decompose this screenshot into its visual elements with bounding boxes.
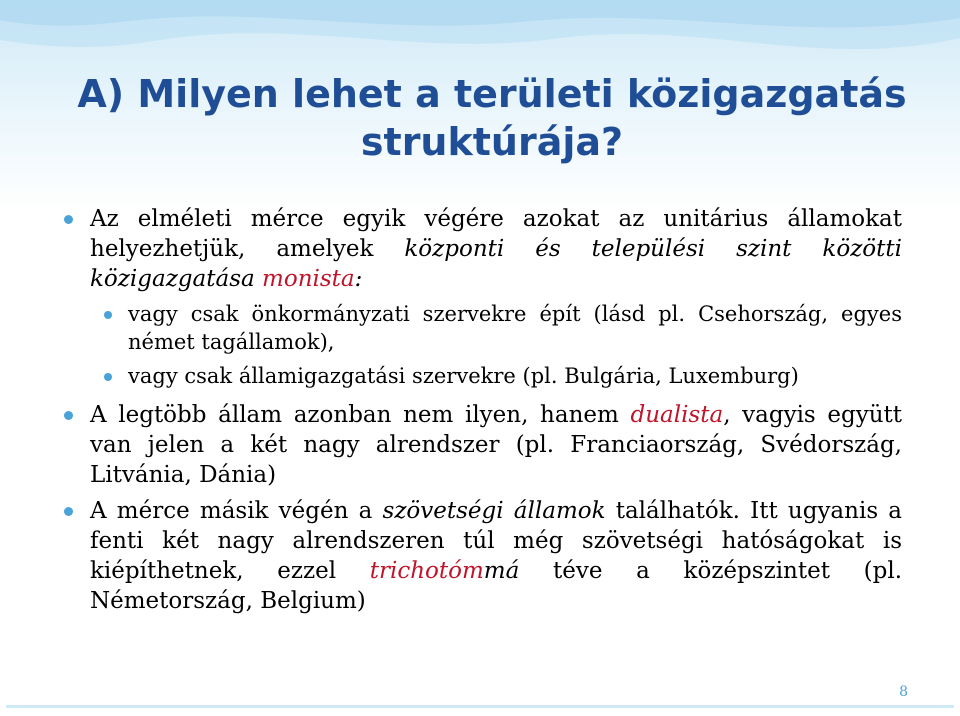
bullet-text-italic: : — [354, 266, 363, 292]
bullet-text-italic: központi és települési szint közötti közigazgatása — [90, 236, 902, 292]
slide-content — [64, 204, 902, 616]
page-number: 8 — [899, 684, 908, 700]
term-monista: monista — [262, 266, 355, 292]
bullet-text: vagy csak önkormányzati szervekre épít (lásd pl. Csehország, egyes német tagállamok), — [128, 302, 902, 354]
sub-bullet-state-administration — [102, 362, 902, 390]
sub-bullet-self-government — [102, 300, 902, 356]
bullet-text-italic: szövetségi államok — [382, 498, 606, 524]
bottom-divider — [6, 705, 954, 708]
bullet-text: téve a középszintet (pl. Németország, Belgium) — [90, 558, 902, 614]
slide-title: A) Milyen lehet a területi közigazgatás struktúrája? — [77, 72, 907, 164]
bullet-text: , vagyis együtt van jelen a két nagy alrendszer (pl. Franciaország, Svédország, Litvánia, Dánia) — [90, 402, 902, 488]
bullet-text: Az elméleti mérce egyik végére azokat az unitárius államokat helyezhetjük, amelyek — [90, 206, 902, 262]
bullet-federal — [64, 496, 902, 616]
bullet-unitary — [64, 204, 902, 294]
bullet-text: találhatók. Itt ugyanis a fenti két nagy alrendszeren túl még szövetségi hatóságokat is kiépíthetnek, ezzel — [90, 498, 903, 584]
bullet-text: vagy csak államigazgatási szervekre (pl. Bulgária, Luxemburg) — [128, 364, 799, 388]
bullet-text-italic: má — [483, 558, 520, 584]
bullet-text: A mérce másik végén a — [90, 498, 383, 524]
bullet-text: A legtöbb állam azonban nem ilyen, hanem — [90, 402, 631, 428]
bullet-dualist — [64, 400, 902, 490]
term-dualista: dualista — [630, 402, 724, 428]
term-trichotom: trichotóm — [369, 558, 484, 584]
